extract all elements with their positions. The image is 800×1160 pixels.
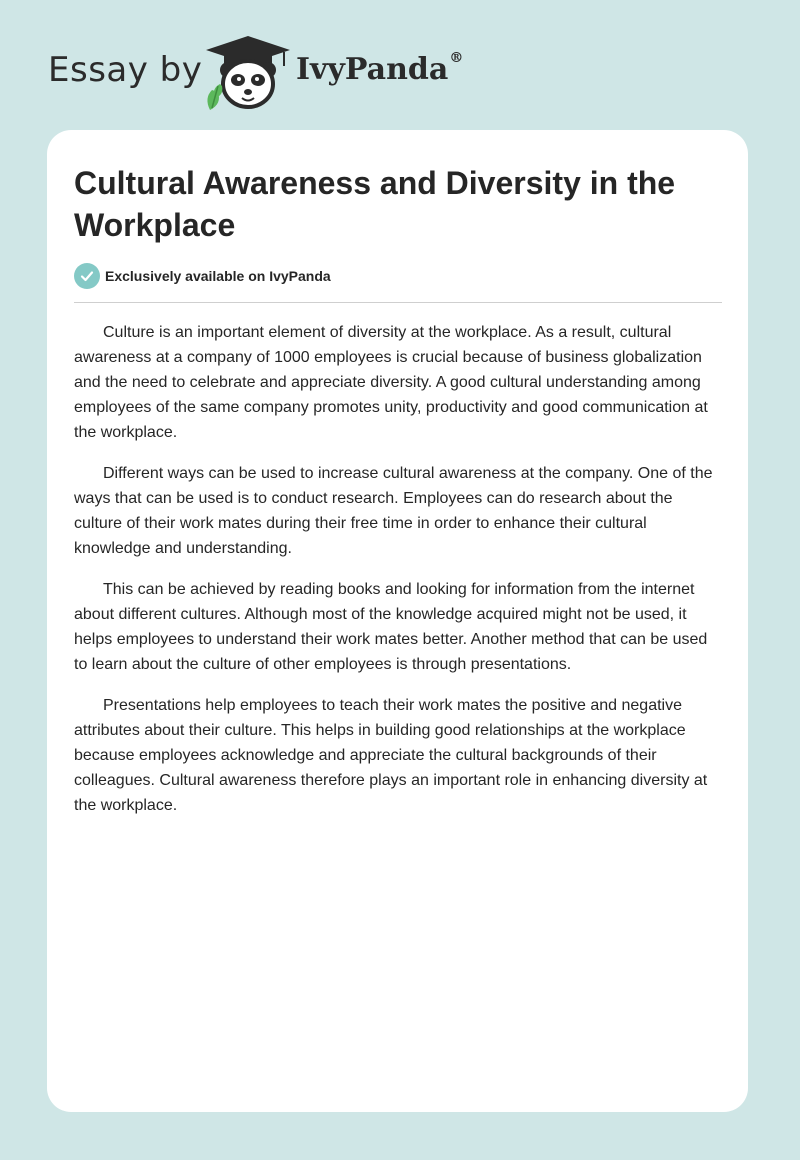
panda-graduate-icon (202, 32, 294, 112)
page-title: Cultural Awareness and Diversity in the Workplace (74, 165, 676, 243)
brand-name[interactable]: IvyPanda® (296, 50, 464, 87)
essay-by-label: Essay by (48, 50, 203, 90)
site-header (48, 28, 748, 118)
paragraph: Presentations help employees to teach their work mates the positive and negative attributes about their culture. This helps in building good relationships at the workplace because employees acknowledge and appreciate the cultural backgrounds of their colleagues. Cultural awareness therefore plays an important role in enhancing diversity at the workplace. (74, 697, 708, 814)
divider (74, 302, 722, 303)
paragraph: Different ways can be used to increase cultural awareness at the company. One of the ways that can be used is to conduct research. Employees can do research about the culture of their work mates during their free time in order to enhance their cultural knowledge and understanding. (74, 465, 713, 557)
essay-card (47, 130, 748, 1112)
exclusive-badge (74, 263, 331, 289)
paragraph: This can be achieved by reading books and looking for information from the internet about different cultures. Although most of the knowledge acquired might not be used, it helps employees to understand their work mates better. Another method that can be used to learn about the culture of other employees is through presentations. (74, 581, 708, 673)
exclusive-badge-label: Exclusively available on IvyPanda (105, 268, 331, 284)
essay-body (74, 320, 724, 834)
check-icon (74, 263, 100, 289)
paragraph: Culture is an important element of diversity at the workplace. As a result, cultural awareness at a company of 1000 employees is crucial because of business globalization and the need to celebrate and appreciate diversity. A good cultural understanding among employees of the same company promotes unity, productivity and good communication at the workplace. (74, 324, 708, 441)
leaf-icon (207, 84, 222, 110)
